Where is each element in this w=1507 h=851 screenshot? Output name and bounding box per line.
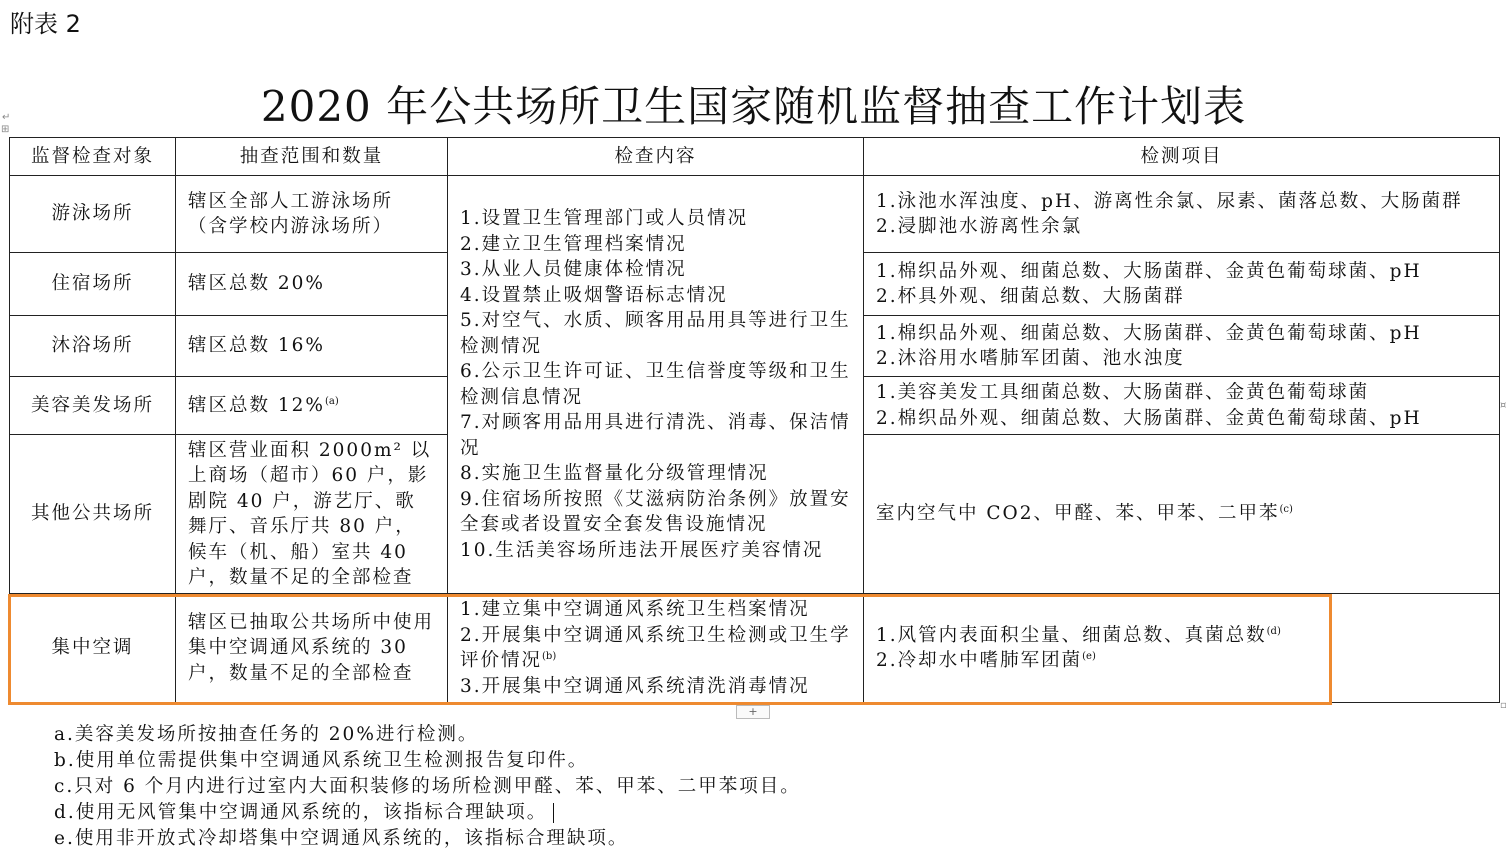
scope-cell [176,253,448,316]
content-line: 6.公示卫生许可证、卫生信誉度等级和卫生检测信息情况 [460,361,851,408]
tests-cell [864,435,1500,594]
scope-line: （含学校内游泳场所） [188,216,394,237]
scope-line: 辖区全部人工游泳场所 [188,190,394,212]
content-line: 10.生活美容场所违法开展医疗美容情况 [460,539,824,561]
test-line: 室内空气中 CO2、甲醛、苯、甲苯、二甲苯 [876,503,1280,525]
tests-cell [864,594,1500,703]
test-text: 1.风管内表面积尘量、细菌总数、真菌总数 [876,624,1267,646]
content-line: 8.实施卫生监督量化分级管理情况 [460,463,769,484]
content-line: 7.对顾客用品用具进行清洗、消毒、保洁情况 [460,412,851,459]
footnote-ref: (d) [1266,625,1281,637]
table-row-hvac [10,594,1500,703]
test-text: 2.冷却水中嗜肺军团菌 [876,650,1083,671]
plan-table [9,137,1500,703]
header-cell: 抽查范围和数量 [176,138,448,176]
test-line: 1.泳池水浑浊度、pH、游离性余氯、尿素、菌落总数、大肠菌群 [876,190,1463,212]
object-cell: 住宿场所 [10,253,176,316]
scope-text: 辖区已抽取公共场所中使用集中空调通风系统的 30 户，数量不足的全部检查 [188,611,435,684]
footnote-text: d.使用无风管集中空调通风系统的，该指标合理缺项。 [54,802,548,823]
tests-cell [864,253,1500,316]
scope-cell [176,316,448,377]
footnote: b.使用单位需提供集中空调通风系统卫生检测报告复印件。 [54,750,589,771]
object-cell: 游泳场所 [10,176,176,253]
shared-content-cell [448,176,864,594]
scope-line: 辖区总数 12% [188,394,326,416]
scope-cell [176,594,448,703]
object-cell: 沐浴场所 [10,316,176,377]
test-line: 2.棉织品外观、细菌总数、大肠菌群、金黄色葡萄球菌、pH [876,407,1422,429]
content-line: 2.建立卫生管理档案情况 [460,233,687,255]
object-cell: 其他公共场所 [10,435,176,594]
object-cell: 集中空调 [10,594,176,703]
test-line: 1.棉织品外观、细菌总数、大肠菌群、金黄色葡萄球菌、pH [876,260,1422,282]
footnote: e.使用非开放式冷却塔集中空调通风系统的，该指标合理缺项。 [54,828,629,849]
test-line [876,623,1487,649]
scope-cell [176,377,448,435]
footnote: a.美容美发场所按抽查任务的 20%进行检测。 [54,724,479,745]
content-line: 4.设置禁止吸烟警语标志情况 [460,284,728,306]
table-header-row [10,138,1500,176]
text-cursor [553,803,554,823]
content-line: 1.设置卫生管理部门或人员情况 [460,208,749,229]
content-line [460,623,851,674]
table-move-handle-icon[interactable]: ⊞ [1,124,10,135]
content-text: 2.开展集中空调通风系统卫生检测或卫生学评价情况 [460,624,851,671]
scope-cell [176,176,448,253]
tests-cell [864,316,1500,377]
table-resize-handle-icon[interactable]: ▫ [1500,700,1507,711]
paragraph-mark-icon: ↵ [2,112,11,123]
tests-cell [864,176,1500,253]
table-row [10,176,1500,253]
header-cell: 检测项目 [864,138,1500,176]
content-line: 9.住宿场所按照《艾滋病防治条例》放置安全套或者设置安全套发售设施情况 [460,488,851,535]
attachment-label: 附表 2 [10,10,81,38]
test-line: 2.沐浴用水嗜肺军团菌、池水浊度 [876,348,1185,369]
content-line: 1.建立集中空调通风系统卫生档案情况 [460,599,810,620]
document-title: 2020 年公共场所卫生国家随机监督抽查工作计划表 [260,82,1247,131]
test-line: 2.浸脚池水游离性余氯 [876,216,1083,237]
tests-cell [864,377,1500,435]
add-row-button[interactable]: + [736,705,770,719]
footnote-ref: (a) [325,395,339,407]
test-line: 2.杯具外观、细菌总数、大肠菌群 [876,286,1185,307]
content-line: 3.从业人员健康体检情况 [460,259,687,280]
footnote: c.只对 6 个月内进行过室内大面积装修的场所检测甲醛、苯、甲苯、二甲苯项目。 [54,776,801,797]
scope-line: 辖区总数 16% [188,335,326,357]
scope-line: 辖区总数 20% [188,273,326,295]
test-line: 1.棉织品外观、细菌总数、大肠菌群、金黄色葡萄球菌、pH [876,322,1422,344]
content-line: 5.对空气、水质、顾客用品用具等进行卫生检测情况 [460,310,851,357]
row-end-mark-icon: ¤ [1500,400,1507,411]
scope-text: 辖区营业面积 2000m² 以上商场（超市）60 户，影剧院 40 户，游艺厅、歌舞厅、音乐厅共 80 户，候车（机、船）室共 40 户，数量不足的全部检查 [188,439,432,588]
content-cell [448,594,864,703]
footnote [54,800,801,826]
scope-cell [176,435,448,594]
footnote-ref: (e) [1082,650,1096,662]
content-line: 3.开展集中空调通风系统清洗消毒情况 [460,675,810,697]
test-line: 1.美容美发工具细菌总数、大肠菌群、金黄色葡萄球菌 [876,382,1370,403]
test-line [876,648,1487,674]
object-cell: 美容美发场所 [10,377,176,435]
footnotes [54,722,801,851]
header-cell: 检查内容 [448,138,864,176]
footnote-ref: (b) [542,650,557,662]
footnote-ref: (c) [1279,504,1293,516]
header-cell: 监督检查对象 [10,138,176,176]
